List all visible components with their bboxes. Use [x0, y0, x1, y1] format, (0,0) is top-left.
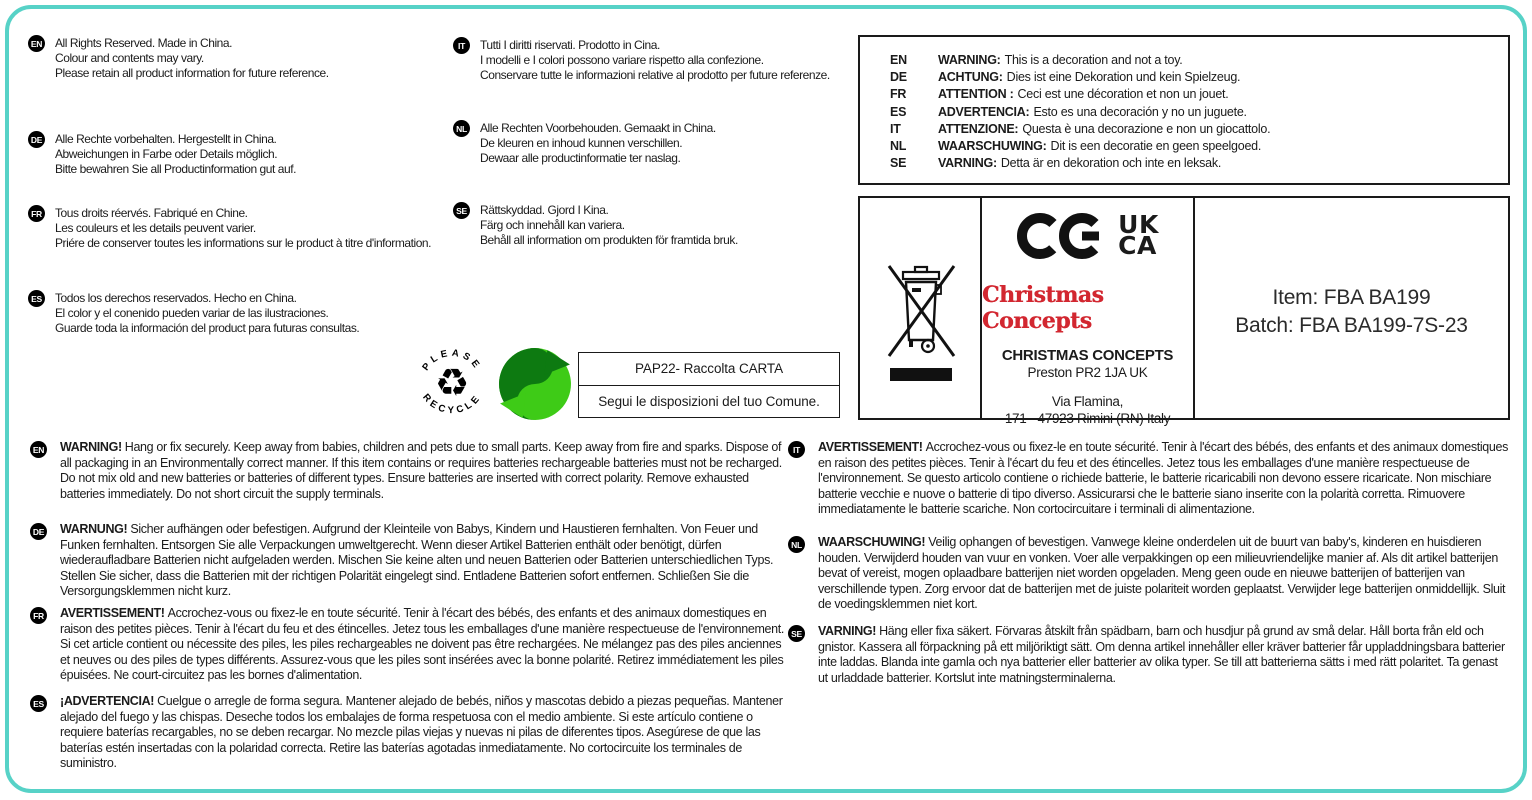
warning-row-it: IT ATTENZIONE: Questa è una decorazione e non un giocattolo.	[890, 121, 1271, 136]
info-line: Rättskyddad. Gjord I Kina.	[480, 203, 609, 217]
safety-block-nl: NL WAARSCHUWING! Veilig ophangen of bevestigen. Vanwege kleine onderdelen uit de buurt van baby's, kinderen en huisdieren houden. Verwijderd houden van vuur en vonken. Voer alle verpakkingen op een milieuvriendelijke manier af. Als dit artikel batterijen bevat of vereist, mogen oplaadbare batterijen niet worden opgeladen. Meng geen oude en nieuwe batterijen of batterijen van verschillende typen. Zorg ervoor dat de batterijen met de juiste polariteit worden geplaatst. Verwijder lege batterijen onmiddellijk. Sluit de voedingsklemmen niet kort.	[788, 535, 1510, 613]
info-line: Färg och innehåll kan variera.	[480, 218, 625, 232]
warning-row-es: ES ADVERTENCIA: Esto es una decoración y no un juguete.	[890, 104, 1247, 119]
warning-row-en: EN WARNING: This is a decoration and not a toy.	[890, 53, 1183, 67]
warning-row-fr: FR ATTENTION : Ceci est une décoration et non un jouet.	[890, 87, 1229, 102]
lang-badge-it: IT	[453, 37, 470, 54]
info-line: Conservare tutte le informazioni relative al prodotto per future referenze.	[480, 68, 830, 82]
info-line: All Rights Reserved. Made in China.	[55, 36, 233, 50]
warning-row-nl: NL WAARSCHUWING: Dit is een decoratie en geen speelgoed.	[890, 139, 1262, 154]
decoration-warning-box	[858, 35, 1510, 185]
info-line: Dewaar alle productinformatie ter naslag.	[480, 151, 681, 165]
manufacturer-column	[982, 198, 1195, 426]
svg-text:RECYCLE: RECYCLE	[420, 391, 484, 417]
compliance-box	[858, 196, 1510, 426]
please-recycle-icon	[410, 340, 494, 424]
svg-text:PLEASE: PLEASE	[420, 347, 484, 373]
safety-block-en: EN WARNING! Hang or fix securely. Keep away from babies, children and pets due to small parts. Keep away from fire and sparks. Dispose of all packaging in an Environmentally correct manner. If this item contains or requires batteries rechargeable batteries must not be recharged. Do not mix old and new batteries or batteries of different types. Ensure batteries are inserted with correct polarity. Remove exhausted batteries immediately. Do not short circuit the supply terminals.	[30, 440, 787, 502]
info-block-de	[28, 131, 296, 177]
info-line: Behåll all information om produkten för framtida bruk.	[480, 233, 738, 247]
batch-number: Batch: FBA BA199-7S-23	[1235, 313, 1468, 337]
info-line: Priére de conserver toutes les informations sur le product à titre d'information.	[55, 236, 432, 250]
pap-code: PAP22- Raccolta CARTA	[579, 353, 839, 386]
info-line: Please retain all product information for future reference.	[55, 66, 329, 80]
info-line: Tutti I diritti riservati. Prodotto in Cina.	[480, 38, 660, 52]
info-line: Todos los derechos reservados. Hecho en China.	[55, 291, 297, 305]
item-number: Item: FBA BA199	[1272, 286, 1431, 309]
lang-badge-de: DE	[28, 131, 45, 148]
warning-row-de: DE ACHTUNG: Dies ist eine Dekoration und kein Spielzeug.	[890, 70, 1241, 85]
info-line: De kleuren en inhoud kunnen verschillen.	[480, 136, 683, 150]
warning-row-se: SE VARNING: Detta är en dekoration och inte en leksak.	[890, 156, 1222, 171]
info-line: Guarde toda la información del product para futuras consultas.	[55, 321, 360, 335]
item-column	[1195, 198, 1508, 418]
safety-block-fr: FR AVERTISSEMENT! Accrochez-vous ou fixez-le en toute sécurité. Tenir à l'écart des bébés, des enfants et des animaux domestiques en raison des petites pièces. Tenir à l'écart du feu et des étincelles. Jetez tous les emballages d'une manière respectueuse de l'environnement. Si cet article contient ou nécessite des piles, les piles rechargeables ne doivent pas être rechargées. Ne mélangez pas des piles anciennes et neuves ou des piles de types différents. Assurez-vous que les piles sont insérées avec la bonne polarité. Retirez immédiatement les piles épuisées. Ne court-circuitez pas les bornes d'alimentation.	[30, 606, 787, 684]
safety-block-de: DE WARNUNG! Sicher aufhängen oder befestigen. Aufgrund der Kleinteile von Babys, Kindern und Haustieren fernhalten. Von Feuer und Funken fernhalten. Entsorgen Sie alle Verpackungen umweltgerecht. Wenn dieser Artikel Batterien enthält oder benötigt, dürfen wiederaufladbare Batterien nicht aufgeladen werden. Mischen Sie keine alten und neuen Batterien oder Batterien unterschiedlichen Typs. Stellen Sie sicher, dass die Batterien mit der richtigen Polarität eingelegt sind. Entladene Batterien sofort entfernen. Schließen Sie die Versorgungsklemmen nicht kurz.	[30, 522, 787, 600]
company-name: CHRISTMAS CONCEPTS	[1001, 347, 1174, 364]
info-line: Abweichungen in Farbe oder Details möglich.	[55, 147, 278, 161]
lang-badge-se: SE	[453, 202, 470, 219]
lang-badge-nl: NL	[453, 120, 470, 137]
info-line: Colour and contents may vary.	[55, 51, 204, 65]
lang-badge-fr: FR	[28, 205, 45, 222]
pap-note: Segui le disposizioni del tuo Comune.	[598, 393, 820, 409]
info-line: El color y el conenido pueden variar de las ilustraciones.	[55, 306, 329, 320]
weee-bin-icon	[882, 258, 960, 398]
safety-block-es: ES ¡ADVERTENCIA! Cuelgue o arregle de forma segura. Mantener alejado de bebés, niños y mascotas debido a piezas pequeñas. Mantener alejado del fuego y las chispas. Deseche todos los embalajes de forma respetuosa con el medio ambiente. Si este artículo contiene o requiere baterías recargables, no se deben recargar. No mezcle pilas viejas y nuevas ni pilas de diferentes tipos. Asegúrese de que las baterías estén insertadas con la polaridad correcta. Retire las baterías agotadas inmediatamente. No cortocircuite los terminales de suministro.	[30, 694, 787, 772]
address-uk: Preston PR2 1JA UK	[1027, 365, 1148, 380]
ce-mark-icon	[1016, 208, 1108, 264]
lang-badge-en: EN	[28, 35, 45, 52]
safety-block-it: IT AVERTISSEMENT! Accrochez-vous ou fixez-le en toute sécurité. Tenir à l'écart des bébés, des enfants et des animaux domestiques en raison des petites pièces. Tenir à l'écart du feu et des étincelles. Jetez tous les emballages d'une manière respectueuse de l'environnement. Se questo articolo contiene o richiede batterie, le batterie ricaricabili non devono essere ricaricate. Non mischiare batterie vecchie e nuove o batterie di tipo diverso. Assicurarsi che le batterie siano inserite con la polarità corretta. Rimuovere immediatamente le batterie scariche. Non cortocircuitare i terminali di alimentazione.	[788, 440, 1510, 518]
lang-badge-nl: NL	[788, 536, 805, 553]
address-it-line2: 171 - 47923 Rimini (RN) Italy	[1004, 411, 1171, 426]
lang-badge-de: DE	[30, 523, 47, 540]
lang-badge-en: EN	[30, 441, 47, 458]
weee-column	[860, 198, 982, 418]
svg-text:♻: ♻	[434, 360, 470, 406]
lang-badge-it: IT	[788, 441, 805, 458]
safety-block-se: SE VARNING! Häng eller fixa säkert. Förvaras åtskilt från spädbarn, barn och husdjur på grund av små delar. Håll borta från eld och gnistor. Kassera all förpackning på ett miljöriktigt sätt. Om denna artikel innehåller eller kräver batterier får uppladdningsbara batterier inte laddas. Blanda inte gamla och nya batterier eller batterier av olika typer. Se till att batterierna sätts i med rätt polaritet. Ta genast ut urladdade batterier. Kortslut inte matningsterminalerna.	[788, 624, 1510, 686]
lang-badge-se: SE	[788, 625, 805, 642]
info-block-en	[28, 35, 329, 81]
paper-recycling-box	[578, 352, 840, 418]
info-line: I modelli e I colori possono variare rispetto alla confezione.	[480, 53, 764, 67]
lang-badge-es: ES	[30, 695, 47, 712]
info-block-es	[28, 290, 359, 336]
lang-badge-es: ES	[28, 290, 45, 307]
info-block-nl	[453, 120, 716, 166]
address-it-line1: Via Flamina,	[1051, 394, 1124, 409]
info-line: Alle Rechten Voorbehouden. Gemaakt in China.	[480, 121, 716, 135]
info-block-fr	[28, 205, 431, 251]
info-block-it	[453, 37, 830, 83]
info-line: Tous droits réervés. Fabriqué en Chine.	[55, 206, 248, 220]
ukca-mark-icon: UK CA	[1118, 210, 1159, 260]
info-block-se	[453, 202, 738, 248]
lang-badge-fr: FR	[30, 607, 47, 624]
info-line: Les couleurs et les details peuvent varier.	[55, 221, 256, 235]
brand-logo: Christmas Concepts	[982, 282, 1104, 334]
green-dot-icon	[498, 347, 572, 421]
info-line: Alle Rechte vorbehalten. Hergestellt in China.	[55, 132, 277, 146]
info-line: Bitte bewahren Sie all Productinformation gut auf.	[55, 162, 296, 176]
